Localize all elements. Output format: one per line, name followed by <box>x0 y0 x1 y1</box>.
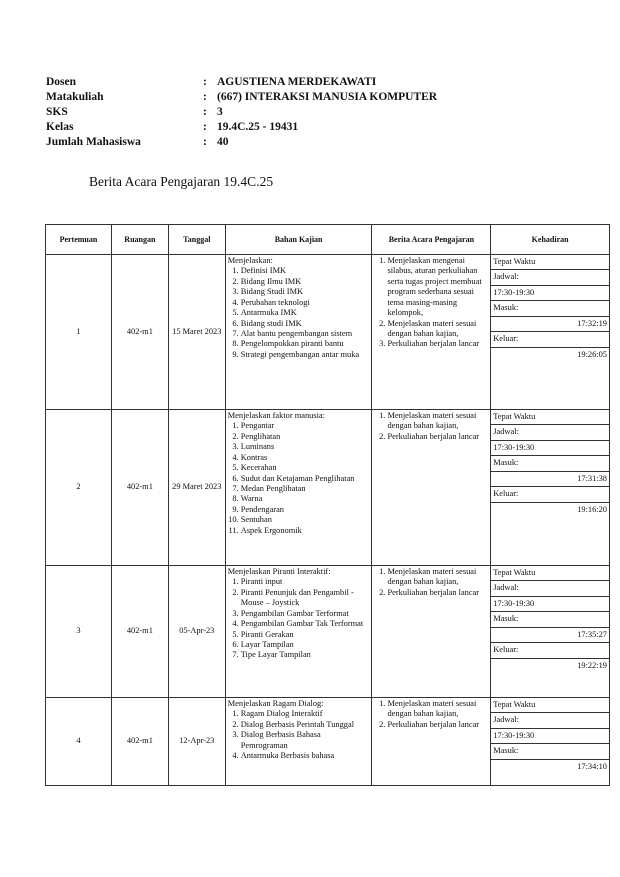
table-row <box>46 698 610 786</box>
bahan-kajian-item: 9. Strategi pengembangan antar muka <box>241 350 370 360</box>
berita-acara-cell <box>372 698 491 786</box>
bahan-kajian-item: 2. Dialog Berbasis Perintah Tunggal <box>241 720 370 730</box>
bahan-kajian-item: 8. Pengelompokkan piranti bantu <box>241 339 370 349</box>
kehadiran-keluar-label: Keluar: <box>491 487 609 502</box>
bahan-kajian-item: 5. Piranti Gerakan <box>241 630 370 640</box>
kehadiran-keluar: 19:26:05 <box>577 349 607 359</box>
bahan-kajian-item: 5. Kecerahan <box>241 463 370 473</box>
bahan-kajian-list <box>228 421 370 536</box>
bahan-kajian-item: 3. Pengambilan Gambar Terformat <box>241 609 370 619</box>
info-row-kelas <box>46 120 437 135</box>
bahan-kajian-cell <box>225 566 372 698</box>
berita-acara-item: 1. Menjelaskan materi sesuai dengan bahan kajian, <box>387 699 488 720</box>
pertemuan-cell: 1 <box>46 255 112 410</box>
table-row <box>46 566 610 698</box>
berita-acara-item: 1. Menjelaskan mengenai silabus, aturan perkuliahan serta tugas project membuat program sederhana sesuai tema masing-masing kelompok, <box>387 256 488 319</box>
berita-acara-item: 2. Menjelaskan materi sesuai dengan bahan kajian, <box>387 319 488 340</box>
info-label: Jumlah Mahasiswa <box>46 136 141 148</box>
info-label: Matakuliah <box>46 91 104 103</box>
kehadiran-cell <box>491 698 610 786</box>
kehadiran-jadwal: 17:30-19:30 <box>491 728 609 743</box>
berita-acara-list <box>374 699 488 730</box>
col-header-tanggal: Tanggal <box>168 225 225 255</box>
kehadiran-masuk-label: Masuk: <box>491 744 609 759</box>
kehadiran-jadwal: 17:30-19:30 <box>491 285 609 300</box>
tanggal-cell: 12-Apr-23 <box>168 698 225 786</box>
bahan-kajian-item: 7. Medan Penglihatan <box>241 484 370 494</box>
kehadiran-keluar: 19:22:19 <box>577 660 607 670</box>
col-header-berita-acara: Berita Acara Pengajaran <box>372 225 491 255</box>
course-info <box>46 75 437 150</box>
bahan-kajian-item: 3. Bidang Studi IMK <box>241 287 370 297</box>
bahan-kajian-intro: Menjelaskan Ragam Dialog: <box>227 699 324 708</box>
page-title: Berita Acara Pengajaran 19.4C.25 <box>89 174 274 189</box>
info-label: Dosen <box>46 76 77 88</box>
info-value: 3 <box>217 106 223 118</box>
berita-acara-cell <box>372 410 491 566</box>
info-colon: : <box>203 106 207 118</box>
kehadiran-status: Tepat Waktu <box>491 566 609 581</box>
kehadiran-cell <box>491 255 610 410</box>
table-header-row <box>46 225 610 255</box>
pertemuan-cell: 2 <box>46 410 112 566</box>
tanggal-cell: 29 Maret 2023 <box>168 410 225 566</box>
bahan-kajian-item: 4. Kontras <box>241 453 370 463</box>
bahan-kajian-intro: Menjelaskan faktor manusia: <box>227 411 325 420</box>
berita-acara-item: 3. Perkuliahan berjalan lancar <box>387 339 488 349</box>
bahan-kajian-item: 11. Aspek Ergonomik <box>241 526 370 536</box>
pertemuan-cell: 4 <box>46 698 112 786</box>
info-row-dosen <box>46 75 437 90</box>
bahan-kajian-cell <box>225 410 372 566</box>
berita-acara-list <box>374 567 488 598</box>
bahan-kajian-item: 8. Warna <box>241 494 370 504</box>
kehadiran-masuk: 17:34:10 <box>577 761 607 771</box>
berita-acara-list <box>374 256 488 350</box>
teaching-record-table <box>45 224 610 786</box>
kehadiran-jadwal-label: Jadwal: <box>491 425 609 440</box>
ruangan-cell: 402-m1 <box>111 255 168 410</box>
kehadiran-table <box>491 410 609 517</box>
info-row-sks <box>46 105 437 120</box>
kehadiran-status: Tepat Waktu <box>491 698 609 713</box>
bahan-kajian-item: 5. Antarmuka IMK <box>241 308 370 318</box>
info-value: (667) INTERAKSI MANUSIA KOMPUTER <box>217 91 438 103</box>
col-header-bahan-kajian: Bahan Kajian <box>225 225 372 255</box>
bahan-kajian-intro: Menjelaskan: <box>227 256 273 265</box>
kehadiran-table <box>491 698 609 774</box>
info-value: 40 <box>217 136 229 148</box>
col-header-kehadiran: Kehadiran <box>491 225 610 255</box>
kehadiran-table <box>491 566 609 673</box>
info-value: 19.4C.25 - 19431 <box>217 121 299 133</box>
bahan-kajian-intro: Menjelaskan Piranti Interaktif: <box>227 567 331 576</box>
info-colon: : <box>203 121 207 133</box>
bahan-kajian-item: 9. Pendengaran <box>241 505 370 515</box>
ruangan-cell: 402-m1 <box>111 698 168 786</box>
bahan-kajian-item: 6. Sudut dan Ketajaman Penglihatan <box>241 474 370 484</box>
bahan-kajian-item: 2. Penglihatan <box>241 432 370 442</box>
kehadiran-keluar-label: Keluar: <box>491 643 609 658</box>
info-row-jumlah-mahasiswa <box>46 135 437 150</box>
bahan-kajian-item: 10. Sentuhan <box>241 515 370 525</box>
kehadiran-jadwal: 17:30-19:30 <box>491 596 609 611</box>
kehadiran-table <box>491 255 609 362</box>
kehadiran-status: Tepat Waktu <box>491 410 609 425</box>
berita-acara-item: 1. Menjelaskan materi sesuai dengan bahan kajian, <box>387 567 488 588</box>
kehadiran-jadwal-label: Jadwal: <box>491 713 609 728</box>
kehadiran-masuk-label: Masuk: <box>491 301 609 316</box>
kehadiran-masuk: 17:31:38 <box>491 471 609 486</box>
info-label: Kelas <box>46 121 74 133</box>
bahan-kajian-cell <box>225 255 372 410</box>
kehadiran-cell <box>491 566 610 698</box>
bahan-kajian-list <box>228 577 370 660</box>
berita-acara-item: 1. Menjelaskan materi sesuai dengan bahan kajian, <box>387 411 488 432</box>
bahan-kajian-item: 1. Definisi IMK <box>241 266 370 276</box>
bahan-kajian-list <box>228 266 370 360</box>
ruangan-cell: 402-m1 <box>111 410 168 566</box>
kehadiran-jadwal-label: Jadwal: <box>491 270 609 285</box>
info-colon: : <box>203 136 207 148</box>
bahan-kajian-item: 3. Luminans <box>241 442 370 452</box>
info-row-matakuliah <box>46 90 437 105</box>
berita-acara-item: 2. Perkuliahan berjalan lancar <box>387 432 488 442</box>
kehadiran-jadwal: 17:30-19:30 <box>491 440 609 455</box>
kehadiran-keluar-label: Keluar: <box>491 332 609 347</box>
bahan-kajian-item: 7. Alat bantu pengembangan sistem <box>241 329 370 339</box>
bahan-kajian-item: 7. Tipe Layar Tampilan <box>241 650 370 660</box>
bahan-kajian-list <box>228 709 370 761</box>
tanggal-cell: 05-Apr-23 <box>168 566 225 698</box>
bahan-kajian-item: 1. Piranti input <box>241 577 370 587</box>
kehadiran-masuk: 17:32:19 <box>491 316 609 331</box>
tanggal-cell: 15 Maret 2023 <box>168 255 225 410</box>
berita-acara-list <box>374 411 488 442</box>
info-colon: : <box>203 91 207 103</box>
berita-acara-item: 2. Perkuliahan berjalan lancar <box>387 588 488 598</box>
pertemuan-cell: 3 <box>46 566 112 698</box>
kehadiran-masuk: 17:35:27 <box>491 627 609 642</box>
bahan-kajian-item: 4. Antarmuka Berbasis bahasa <box>241 751 370 761</box>
bahan-kajian-item: 6. Bidang studi IMK <box>241 319 370 329</box>
kehadiran-keluar: 19:16:20 <box>577 504 607 514</box>
bahan-kajian-item: 2. Piranti Penunjuk dan Pengambil - Mouse – Joystick <box>241 588 370 609</box>
bahan-kajian-cell <box>225 698 372 786</box>
info-label: SKS <box>46 106 68 118</box>
kehadiran-masuk-label: Masuk: <box>491 456 609 471</box>
kehadiran-status: Tepat Waktu <box>491 255 609 270</box>
info-value: AGUSTIENA MERDEKAWATI <box>217 76 377 88</box>
bahan-kajian-item: 4. Pengambilan Gambar Tak Terformat <box>241 619 370 629</box>
col-header-pertemuan: Pertemuan <box>46 225 112 255</box>
bahan-kajian-item: 6. Layar Tampilan <box>241 640 370 650</box>
col-header-ruangan: Ruangan <box>111 225 168 255</box>
bahan-kajian-item: 1. Ragam Dialog Interaktif <box>241 709 370 719</box>
berita-acara-item: 2. Perkuliahan berjalan lancar <box>387 720 488 730</box>
kehadiran-jadwal-label: Jadwal: <box>491 581 609 596</box>
bahan-kajian-item: 3. Dialog Berbasis Bahasa Pemrograman <box>241 730 370 751</box>
bahan-kajian-item: 1. Pengantar <box>241 421 370 431</box>
table-row <box>46 410 610 566</box>
info-colon: : <box>203 76 207 88</box>
bahan-kajian-item: 4. Perubahan teknologi <box>241 298 370 308</box>
kehadiran-masuk-label: Masuk: <box>491 612 609 627</box>
ruangan-cell: 402-m1 <box>111 566 168 698</box>
bahan-kajian-item: 2. Bidang Ilmu IMK <box>241 277 370 287</box>
table-row <box>46 255 610 410</box>
berita-acara-cell <box>372 566 491 698</box>
kehadiran-cell <box>491 410 610 566</box>
berita-acara-cell <box>372 255 491 410</box>
